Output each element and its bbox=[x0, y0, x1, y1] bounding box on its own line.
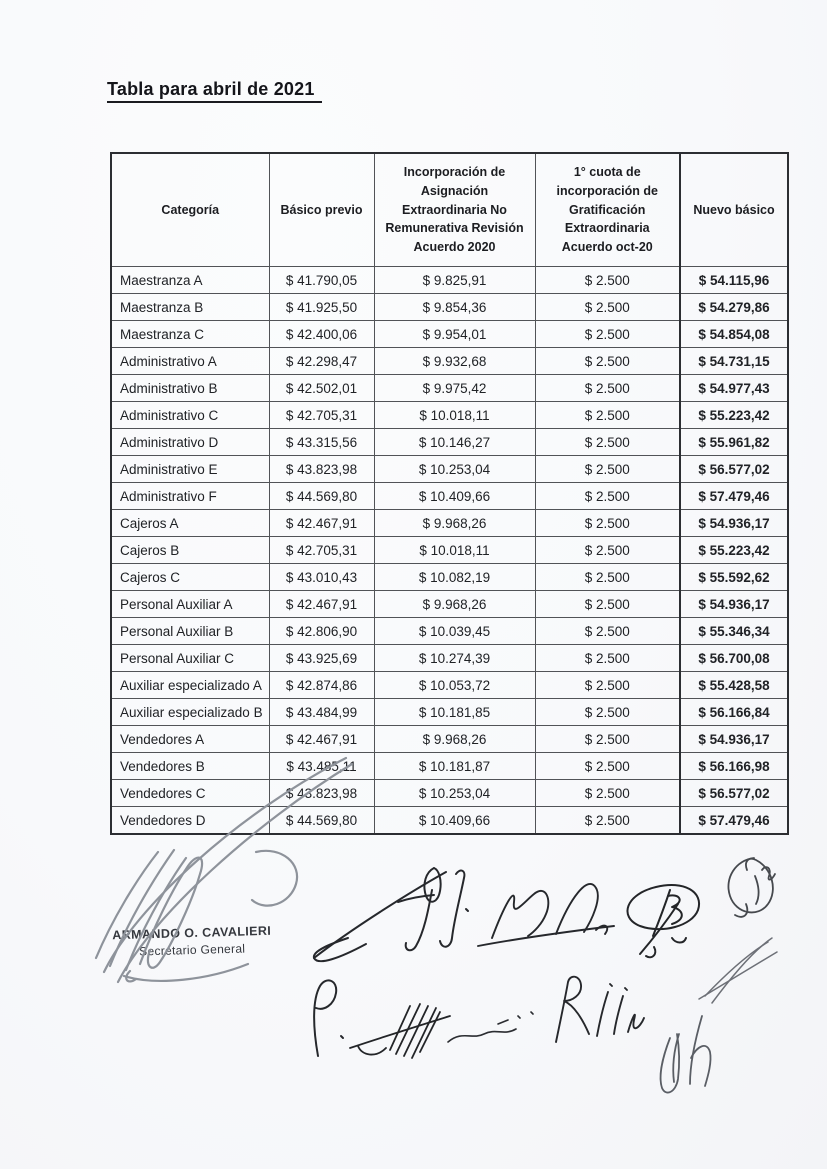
column-header: Incorporación de Asignación Extraordinaria No Remunerativa Revisión Acuerdo 2020 bbox=[374, 153, 535, 267]
value-cell: $ 2.500 bbox=[535, 672, 680, 699]
value-cell: $ 2.500 bbox=[535, 510, 680, 537]
value-cell: $ 9.968,26 bbox=[374, 591, 535, 618]
category-cell: Cajeros A bbox=[111, 510, 269, 537]
value-cell: $ 54.115,96 bbox=[680, 267, 788, 294]
value-cell: $ 54.731,15 bbox=[680, 348, 788, 375]
value-cell: $ 2.500 bbox=[535, 267, 680, 294]
value-cell: $ 41.790,05 bbox=[269, 267, 374, 294]
signature-6-icon bbox=[699, 938, 777, 1003]
signer-role: Secretario General bbox=[139, 941, 246, 959]
value-cell: $ 54.977,43 bbox=[680, 375, 788, 402]
category-cell: Vendedores C bbox=[111, 780, 269, 807]
value-cell: $ 42.467,91 bbox=[269, 510, 374, 537]
table-row bbox=[111, 510, 788, 537]
table-row bbox=[111, 618, 788, 645]
value-cell: $ 2.500 bbox=[535, 321, 680, 348]
signature-11-icon bbox=[661, 1016, 711, 1093]
category-cell: Auxiliar especializado B bbox=[111, 699, 269, 726]
value-cell: $ 2.500 bbox=[535, 726, 680, 753]
value-cell: $ 44.569,80 bbox=[269, 483, 374, 510]
value-cell: $ 10.039,45 bbox=[374, 618, 535, 645]
signature-8-icon bbox=[350, 1004, 450, 1058]
value-cell: $ 9.825,91 bbox=[374, 267, 535, 294]
value-cell: $ 56.166,98 bbox=[680, 753, 788, 780]
value-cell: $ 2.500 bbox=[535, 591, 680, 618]
value-cell: $ 2.500 bbox=[535, 429, 680, 456]
value-cell: $ 57.479,46 bbox=[680, 483, 788, 510]
value-cell: $ 2.500 bbox=[535, 780, 680, 807]
value-cell: $ 41.925,50 bbox=[269, 294, 374, 321]
value-cell: $ 2.500 bbox=[535, 375, 680, 402]
value-cell: $ 2.500 bbox=[535, 348, 680, 375]
value-cell: $ 54.936,17 bbox=[680, 591, 788, 618]
value-cell: $ 2.500 bbox=[535, 618, 680, 645]
value-cell: $ 42.705,31 bbox=[269, 402, 374, 429]
header-row bbox=[111, 153, 788, 267]
value-cell: $ 2.500 bbox=[535, 699, 680, 726]
table-row bbox=[111, 591, 788, 618]
value-cell: $ 2.500 bbox=[535, 807, 680, 835]
value-cell: $ 9.975,42 bbox=[374, 375, 535, 402]
salary-table bbox=[110, 152, 789, 835]
value-cell: $ 54.854,08 bbox=[680, 321, 788, 348]
column-header: Básico previo bbox=[269, 153, 374, 267]
table-row bbox=[111, 726, 788, 753]
page-title: Tabla para abril de 2021 bbox=[107, 79, 322, 103]
column-header: 1° cuota de incorporación de Gratificación Extraordinaria Acuerdo oct-20 bbox=[535, 153, 680, 267]
value-cell: $ 42.806,90 bbox=[269, 618, 374, 645]
table-row bbox=[111, 456, 788, 483]
category-cell: Administrativo B bbox=[111, 375, 269, 402]
value-cell: $ 43.823,98 bbox=[269, 780, 374, 807]
value-cell: $ 42.467,91 bbox=[269, 726, 374, 753]
value-cell: $ 42.705,31 bbox=[269, 537, 374, 564]
value-cell: $ 55.961,82 bbox=[680, 429, 788, 456]
value-cell: $ 2.500 bbox=[535, 537, 680, 564]
signer-stamp bbox=[98, 923, 287, 959]
category-cell: Vendedores A bbox=[111, 726, 269, 753]
signature-7-icon bbox=[314, 980, 343, 1056]
table-row bbox=[111, 429, 788, 456]
value-cell: $ 2.500 bbox=[535, 483, 680, 510]
category-cell: Auxiliar especializado A bbox=[111, 672, 269, 699]
table-row bbox=[111, 753, 788, 780]
value-cell: $ 9.968,26 bbox=[374, 726, 535, 753]
value-cell: $ 10.274,39 bbox=[374, 645, 535, 672]
value-cell: $ 44.569,80 bbox=[269, 807, 374, 835]
category-cell: Maestranza A bbox=[111, 267, 269, 294]
value-cell: $ 42.400,06 bbox=[269, 321, 374, 348]
table-row bbox=[111, 672, 788, 699]
value-cell: $ 43.315,56 bbox=[269, 429, 374, 456]
value-cell: $ 10.409,66 bbox=[374, 807, 535, 835]
column-header: Nuevo básico bbox=[680, 153, 788, 267]
signature-4-icon bbox=[627, 885, 699, 957]
table-body bbox=[111, 267, 788, 835]
table-header bbox=[111, 153, 788, 267]
value-cell: $ 43.925,69 bbox=[269, 645, 374, 672]
value-cell: $ 55.592,62 bbox=[680, 564, 788, 591]
value-cell: $ 2.500 bbox=[535, 753, 680, 780]
value-cell: $ 10.181,85 bbox=[374, 699, 535, 726]
table-row bbox=[111, 321, 788, 348]
value-cell: $ 55.223,42 bbox=[680, 537, 788, 564]
table-row bbox=[111, 780, 788, 807]
table-row bbox=[111, 267, 788, 294]
value-cell: $ 9.932,68 bbox=[374, 348, 535, 375]
column-header: Categoría bbox=[111, 153, 269, 267]
table-row bbox=[111, 483, 788, 510]
value-cell: $ 10.082,19 bbox=[374, 564, 535, 591]
category-cell: Maestranza B bbox=[111, 294, 269, 321]
value-cell: $ 9.854,36 bbox=[374, 294, 535, 321]
signature-10-icon bbox=[556, 977, 644, 1042]
category-cell: Administrativo E bbox=[111, 456, 269, 483]
value-cell: $ 2.500 bbox=[535, 456, 680, 483]
value-cell: $ 2.500 bbox=[535, 645, 680, 672]
value-cell: $ 10.018,11 bbox=[374, 537, 535, 564]
category-cell: Vendedores B bbox=[111, 753, 269, 780]
table-row bbox=[111, 402, 788, 429]
category-cell: Personal Auxiliar C bbox=[111, 645, 269, 672]
table-row bbox=[111, 348, 788, 375]
value-cell: $ 56.700,08 bbox=[680, 645, 788, 672]
category-cell: Administrativo D bbox=[111, 429, 269, 456]
value-cell: $ 57.479,46 bbox=[680, 807, 788, 835]
signature-2-icon bbox=[314, 868, 468, 961]
table-row bbox=[111, 564, 788, 591]
value-cell: $ 2.500 bbox=[535, 564, 680, 591]
value-cell: $ 56.577,02 bbox=[680, 780, 788, 807]
signature-5-icon bbox=[728, 858, 775, 917]
value-cell: $ 56.577,02 bbox=[680, 456, 788, 483]
category-cell: Personal Auxiliar A bbox=[111, 591, 269, 618]
value-cell: $ 10.053,72 bbox=[374, 672, 535, 699]
value-cell: $ 10.018,11 bbox=[374, 402, 535, 429]
category-cell: Personal Auxiliar B bbox=[111, 618, 269, 645]
category-cell: Cajeros B bbox=[111, 537, 269, 564]
value-cell: $ 55.428,58 bbox=[680, 672, 788, 699]
value-cell: $ 9.968,26 bbox=[374, 510, 535, 537]
signature-3-icon bbox=[478, 884, 614, 946]
value-cell: $ 42.874,86 bbox=[269, 672, 374, 699]
value-cell: $ 54.279,86 bbox=[680, 294, 788, 321]
category-cell: Administrativo A bbox=[111, 348, 269, 375]
category-cell: Maestranza C bbox=[111, 321, 269, 348]
value-cell: $ 10.409,66 bbox=[374, 483, 535, 510]
value-cell: $ 42.502,01 bbox=[269, 375, 374, 402]
value-cell: $ 42.298,47 bbox=[269, 348, 374, 375]
value-cell: $ 54.936,17 bbox=[680, 510, 788, 537]
table-row bbox=[111, 645, 788, 672]
value-cell: $ 56.166,84 bbox=[680, 699, 788, 726]
value-cell: $ 43.010,43 bbox=[269, 564, 374, 591]
value-cell: $ 43.485,11 bbox=[269, 753, 374, 780]
value-cell: $ 2.500 bbox=[535, 294, 680, 321]
value-cell: $ 42.467,91 bbox=[269, 591, 374, 618]
table-row bbox=[111, 699, 788, 726]
signature-9-icon bbox=[448, 1012, 533, 1042]
value-cell: $ 9.954,01 bbox=[374, 321, 535, 348]
value-cell: $ 10.253,04 bbox=[374, 456, 535, 483]
table-row bbox=[111, 294, 788, 321]
value-cell: $ 55.346,34 bbox=[680, 618, 788, 645]
value-cell: $ 10.253,04 bbox=[374, 780, 535, 807]
signer-name: ARMANDO O. CAVALIERI bbox=[112, 923, 272, 943]
value-cell: $ 55.223,42 bbox=[680, 402, 788, 429]
table-row bbox=[111, 537, 788, 564]
table-row bbox=[111, 807, 788, 835]
category-cell: Vendedores D bbox=[111, 807, 269, 835]
category-cell: Administrativo F bbox=[111, 483, 269, 510]
value-cell: $ 43.823,98 bbox=[269, 456, 374, 483]
value-cell: $ 10.181,87 bbox=[374, 753, 535, 780]
value-cell: $ 43.484,99 bbox=[269, 699, 374, 726]
table-row bbox=[111, 375, 788, 402]
value-cell: $ 54.936,17 bbox=[680, 726, 788, 753]
value-cell: $ 2.500 bbox=[535, 402, 680, 429]
category-cell: Cajeros C bbox=[111, 564, 269, 591]
value-cell: $ 10.146,27 bbox=[374, 429, 535, 456]
category-cell: Administrativo C bbox=[111, 402, 269, 429]
